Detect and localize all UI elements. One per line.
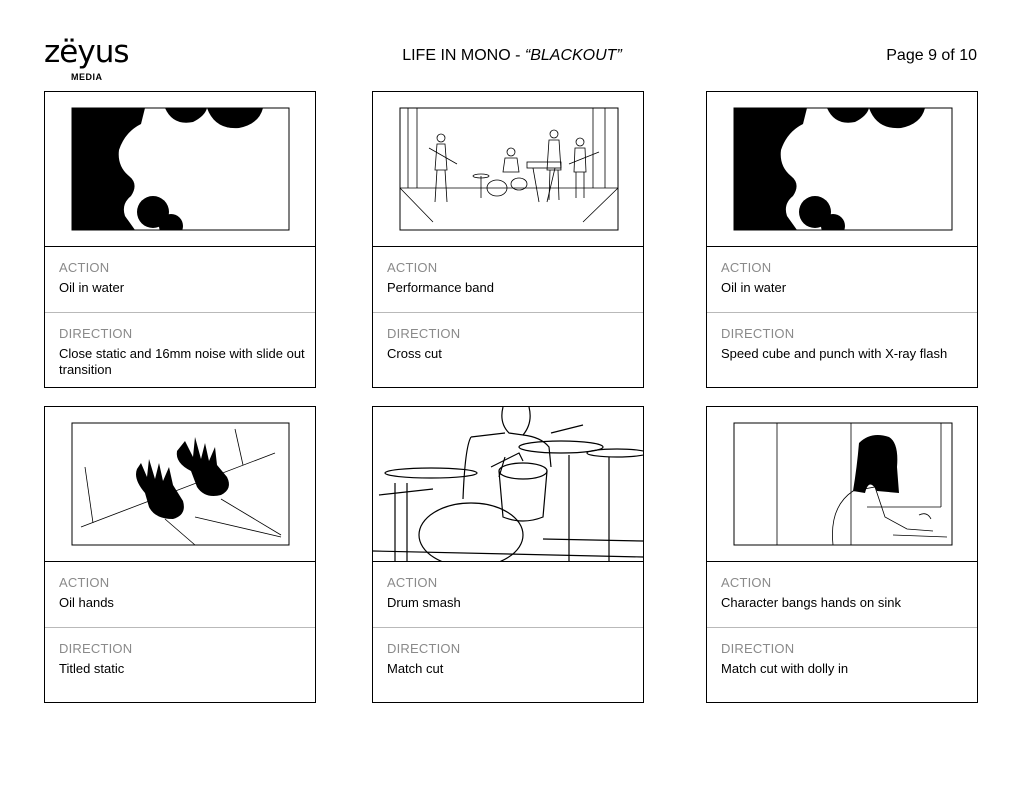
section-divider bbox=[707, 627, 977, 628]
storyboard-panel-3 bbox=[706, 91, 978, 388]
panel-sketch-oil-hands bbox=[45, 407, 315, 562]
direction-text: Titled static bbox=[59, 661, 125, 676]
direction-label: DIRECTION bbox=[721, 326, 795, 341]
direction-label: DIRECTION bbox=[59, 641, 133, 656]
panel-sketch-character-at-sink bbox=[707, 407, 977, 562]
direction-label: DIRECTION bbox=[721, 641, 795, 656]
action-text: Performance band bbox=[387, 280, 494, 295]
action-label: ACTION bbox=[721, 575, 772, 590]
direction-text: Close static and 16mm noise with slide out transition bbox=[59, 346, 305, 377]
direction-text: Cross cut bbox=[387, 346, 442, 361]
action-text: Oil in water bbox=[59, 280, 125, 295]
direction-label: DIRECTION bbox=[59, 326, 133, 341]
direction-text: Match cut bbox=[387, 661, 444, 676]
direction-label: DIRECTION bbox=[387, 641, 461, 656]
storyboard-panel-6 bbox=[706, 406, 978, 703]
panel-sketch-performance-band bbox=[373, 92, 643, 247]
action-label: ACTION bbox=[387, 260, 438, 275]
action-text: Drum smash bbox=[387, 595, 461, 610]
panel-sketch-oil-in-water bbox=[45, 92, 315, 247]
storyboard-panel-5 bbox=[372, 406, 644, 703]
document-title bbox=[0, 47, 1024, 65]
section-divider bbox=[45, 312, 315, 313]
panel-sketch-drum-smash bbox=[373, 407, 643, 562]
section-divider bbox=[707, 312, 977, 313]
section-divider bbox=[45, 627, 315, 628]
panel-sketch-oil-in-water bbox=[707, 92, 977, 247]
direction-text: Match cut with dolly in bbox=[721, 661, 849, 676]
action-label: ACTION bbox=[387, 575, 438, 590]
storyboard-panel-4 bbox=[44, 406, 316, 703]
action-text: Oil hands bbox=[59, 595, 114, 610]
storyboard-panel-1 bbox=[44, 91, 316, 388]
page-number: Page 9 of 10 bbox=[886, 47, 977, 64]
direction-text: Speed cube and punch with X-ray flash bbox=[721, 346, 948, 361]
action-text: Character bangs hands on sink bbox=[721, 595, 901, 610]
action-label: ACTION bbox=[721, 260, 772, 275]
action-label: ACTION bbox=[59, 575, 110, 590]
logo-wordmark: zëyus bbox=[44, 34, 129, 70]
section-divider bbox=[373, 627, 643, 628]
action-text: Oil in water bbox=[721, 280, 787, 295]
logo-subtitle: MEDIA bbox=[71, 72, 103, 82]
action-label: ACTION bbox=[59, 260, 110, 275]
title-prefix: LIFE IN MONO - bbox=[402, 47, 525, 64]
direction-label: DIRECTION bbox=[387, 326, 461, 341]
title-episode: “BLACKOUT” bbox=[524, 47, 622, 64]
storyboard-panel-2 bbox=[372, 91, 644, 388]
section-divider bbox=[373, 312, 643, 313]
